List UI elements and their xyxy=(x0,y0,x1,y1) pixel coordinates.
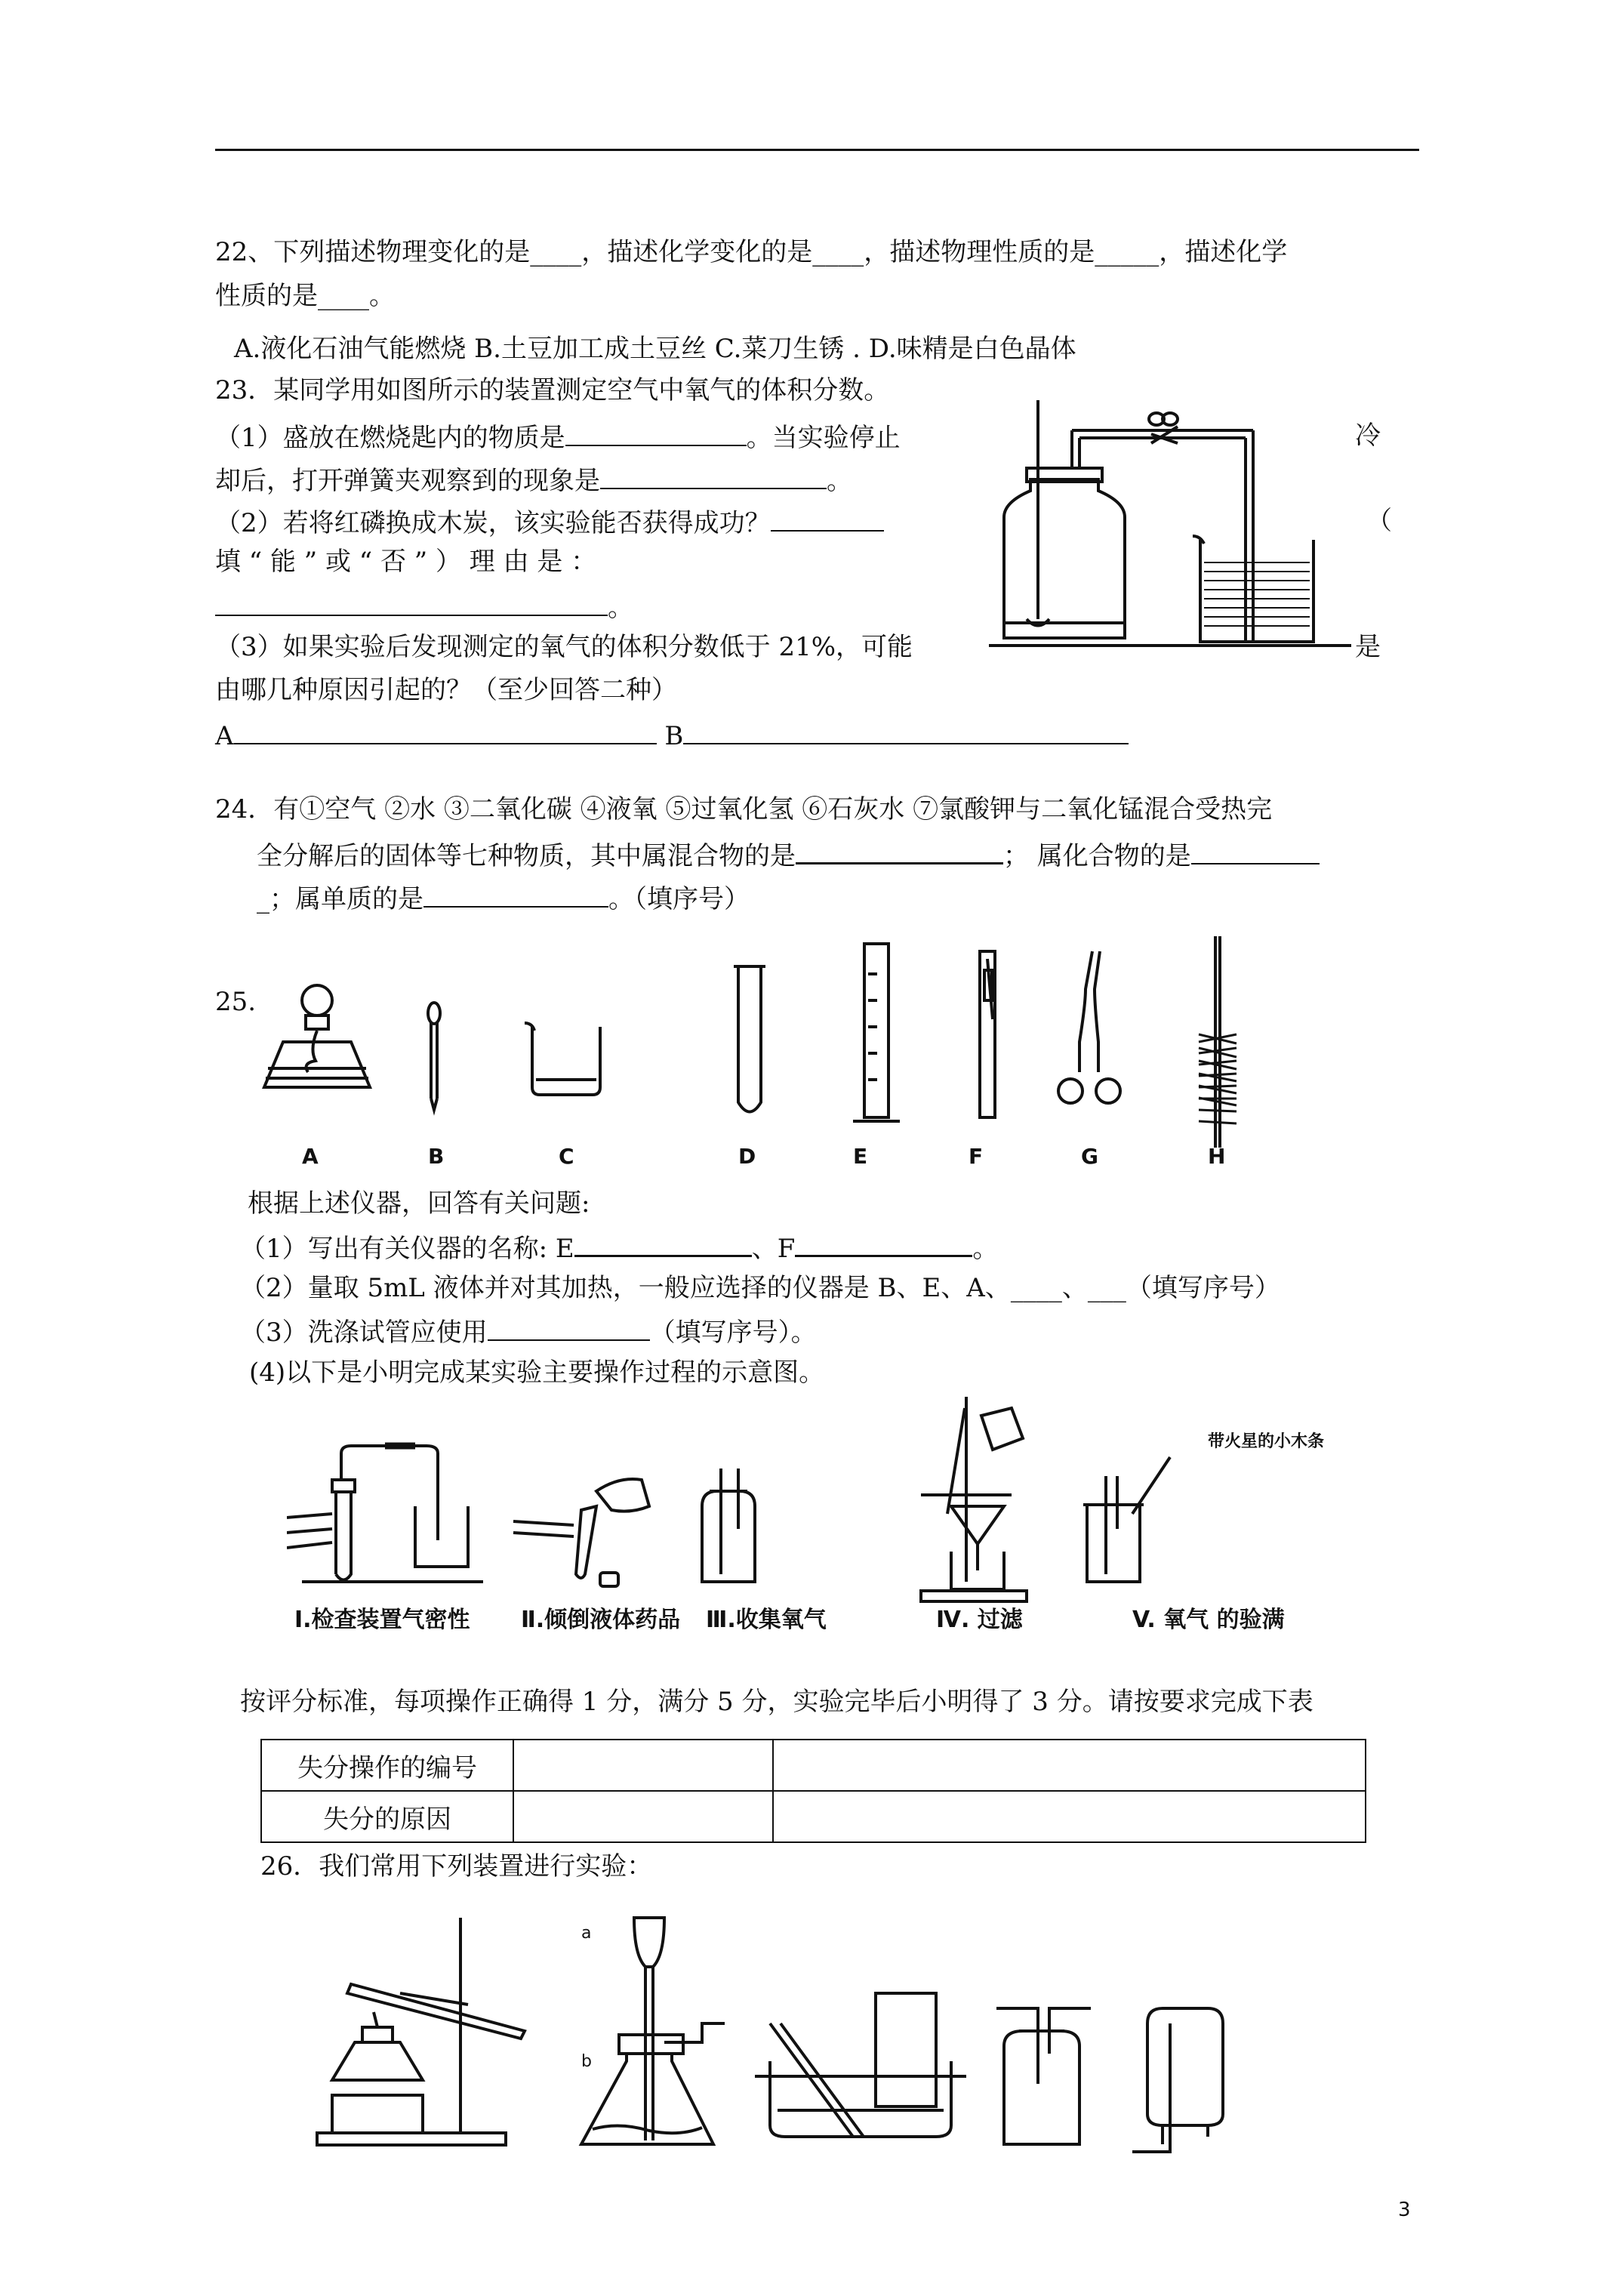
q23-line2: 却后，打开弹簧夹观察到的现象是 。 xyxy=(215,462,852,498)
pour-liquid-icon xyxy=(513,1479,649,1586)
table-cell[interactable] xyxy=(773,1740,1366,1791)
instrument-label-e: E xyxy=(853,1144,868,1169)
q25-intro: 根据上述仪器，回答有关问题: xyxy=(248,1188,590,1219)
answer-blank[interactable] xyxy=(795,1229,972,1257)
splint-label: 带火星的小木条 xyxy=(1208,1432,1325,1451)
answer-blank[interactable] xyxy=(1191,837,1320,864)
q24-line2: 全分解后的固体等七种物质，其中属混合物的是 ； 属化合物的是 xyxy=(257,837,1320,873)
instrument-label-g: G xyxy=(1081,1144,1098,1169)
q23-line7: 由哪几种原因引起的？（至少回答二种） xyxy=(215,675,677,705)
q23-line6: （3）如果实验后发现测定的氧气的体积分数低于 21%，可能 xyxy=(215,632,913,662)
q22-line2: 性质的是____。 xyxy=(215,281,395,311)
answer-blank[interactable] xyxy=(574,1229,752,1257)
water-trough-icon xyxy=(755,1993,966,2137)
q23-line8: A B xyxy=(215,717,1129,753)
q23-line1: （1）盛放在燃烧匙内的物质是 。当实验停止 xyxy=(215,419,901,455)
instrument-label-h: H xyxy=(1208,1144,1226,1169)
op-label-3: Ⅲ.收集氧气 xyxy=(706,1607,827,1633)
test-tube-holder-icon xyxy=(980,951,995,1117)
q23-title: 23．某同学用如图所示的装置测定空气中氧气的体积分数。 xyxy=(215,375,890,405)
page-number: 3 xyxy=(1398,2199,1411,2221)
q24-line1: 24．有①空气 ②水 ③二氧化碳 ④液氧 ⑤过氧化氢 ⑥石灰水 ⑦氯酸钾与二氧化锰混合受热完 xyxy=(215,794,1273,824)
lab-apparatus-row xyxy=(302,1910,1480,2159)
filtration-icon xyxy=(921,1397,1027,1601)
op-label-2: Ⅱ.倾倒液体药品 xyxy=(521,1607,681,1633)
dropper-icon xyxy=(428,1003,440,1110)
airtightness-check-icon xyxy=(287,1446,483,1582)
q25-part1: （1）写出有关仪器的名称: E 、F 。 xyxy=(240,1229,998,1265)
grading-table xyxy=(260,1739,1366,1843)
q26-title: 26．我们常用下列装置进行实验： xyxy=(260,1851,653,1881)
table-cell[interactable] xyxy=(513,1791,773,1842)
q23-line3-end: （ xyxy=(1366,506,1392,536)
flask-with-funnel-icon xyxy=(581,1918,725,2144)
answer-blank[interactable] xyxy=(796,837,1003,864)
instrument-label-f: F xyxy=(969,1144,984,1169)
q23-line4: 填 “ 能 ” 或 “ 否 ” ） 理 由 是 ： xyxy=(215,547,597,577)
q23-line6-end: 是 xyxy=(1355,632,1381,662)
graduated-cylinder-icon xyxy=(853,944,900,1121)
q25-part2: （2）量取 5mL 液体并对其加热，一般应选择的仪器是 B、E、A、____、___（填写序号） xyxy=(240,1273,1280,1303)
answer-blank[interactable] xyxy=(683,717,1129,744)
op-label-5: V. 氧气 的验满 xyxy=(1132,1607,1285,1633)
answer-blank[interactable] xyxy=(600,462,827,489)
heating-apparatus-icon xyxy=(317,1918,525,2145)
gas-collection-bottle-icon xyxy=(702,1469,755,1582)
crucible-tongs-icon xyxy=(1058,951,1120,1103)
beaker-icon xyxy=(525,1023,600,1095)
oxygen-full-check-icon xyxy=(1083,1457,1170,1582)
alcohol-lamp-icon xyxy=(264,985,370,1087)
answer-blank[interactable] xyxy=(423,880,608,908)
oxygen-measurement-apparatus xyxy=(989,396,1351,653)
q23-line5: 。 xyxy=(215,589,633,624)
instrument-row xyxy=(249,929,1276,1178)
op-label-4: Ⅳ. 过滤 xyxy=(936,1607,1023,1633)
inverted-bottle-icon xyxy=(1132,2008,1223,2152)
answer-blank[interactable] xyxy=(488,1314,650,1341)
q25-part3: （3）洗涤试管应使用 （填写序号）。 xyxy=(240,1314,817,1349)
test-tube-icon xyxy=(734,966,765,1112)
op-label-1: Ⅰ.检查装置气密性 xyxy=(294,1607,470,1633)
answer-blank[interactable] xyxy=(234,717,657,744)
table-header-number: 失分操作的编号 xyxy=(261,1740,513,1791)
answer-blank[interactable] xyxy=(771,504,884,532)
label-a: a xyxy=(581,1924,592,1943)
instrument-label-b: B xyxy=(428,1144,445,1169)
test-tube-brush-icon xyxy=(1215,936,1220,1148)
table-header-reason: 失分的原因 xyxy=(261,1791,513,1842)
q25-grading: 按评分标准，每项操作正确得 1 分，满分 5 分，实验完毕后小明得了 3 分。请按要求完成下表 xyxy=(240,1687,1313,1717)
answer-blank[interactable] xyxy=(565,419,747,446)
operations-figure xyxy=(287,1393,1359,1620)
q24-line3: _；属单质的是 。（填序号） xyxy=(257,880,750,916)
q23-line1-end: 冷 xyxy=(1355,421,1381,451)
q22-options: A.液化石油气能燃烧 B.土豆加工成土豆丝 C.菜刀生锈 . D.味精是白色晶体 xyxy=(234,334,1076,364)
instrument-label-d: D xyxy=(738,1144,756,1169)
answer-blank[interactable] xyxy=(215,589,608,616)
table-row xyxy=(261,1740,1366,1791)
q23-line3: （2）若将红磷换成木炭，该实验能否获得成功？ xyxy=(215,504,884,540)
q22-line1: 22、下列描述物理变化的是____，描述化学变化的是____，描述物理性质的是_____，描述化学 xyxy=(215,237,1288,267)
table-row xyxy=(261,1791,1366,1842)
table-cell[interactable] xyxy=(513,1740,773,1791)
gas-bottle-icon xyxy=(996,2008,1091,2144)
instrument-label-c: C xyxy=(559,1144,574,1169)
header-rule xyxy=(215,149,1419,151)
q25-part4: (4)以下是小明完成某实验主要操作过程的示意图。 xyxy=(249,1358,825,1388)
table-cell[interactable] xyxy=(773,1791,1366,1842)
instrument-label-a: A xyxy=(302,1144,319,1169)
label-b: b xyxy=(581,2052,592,2071)
q25-number: 25. xyxy=(215,987,257,1017)
